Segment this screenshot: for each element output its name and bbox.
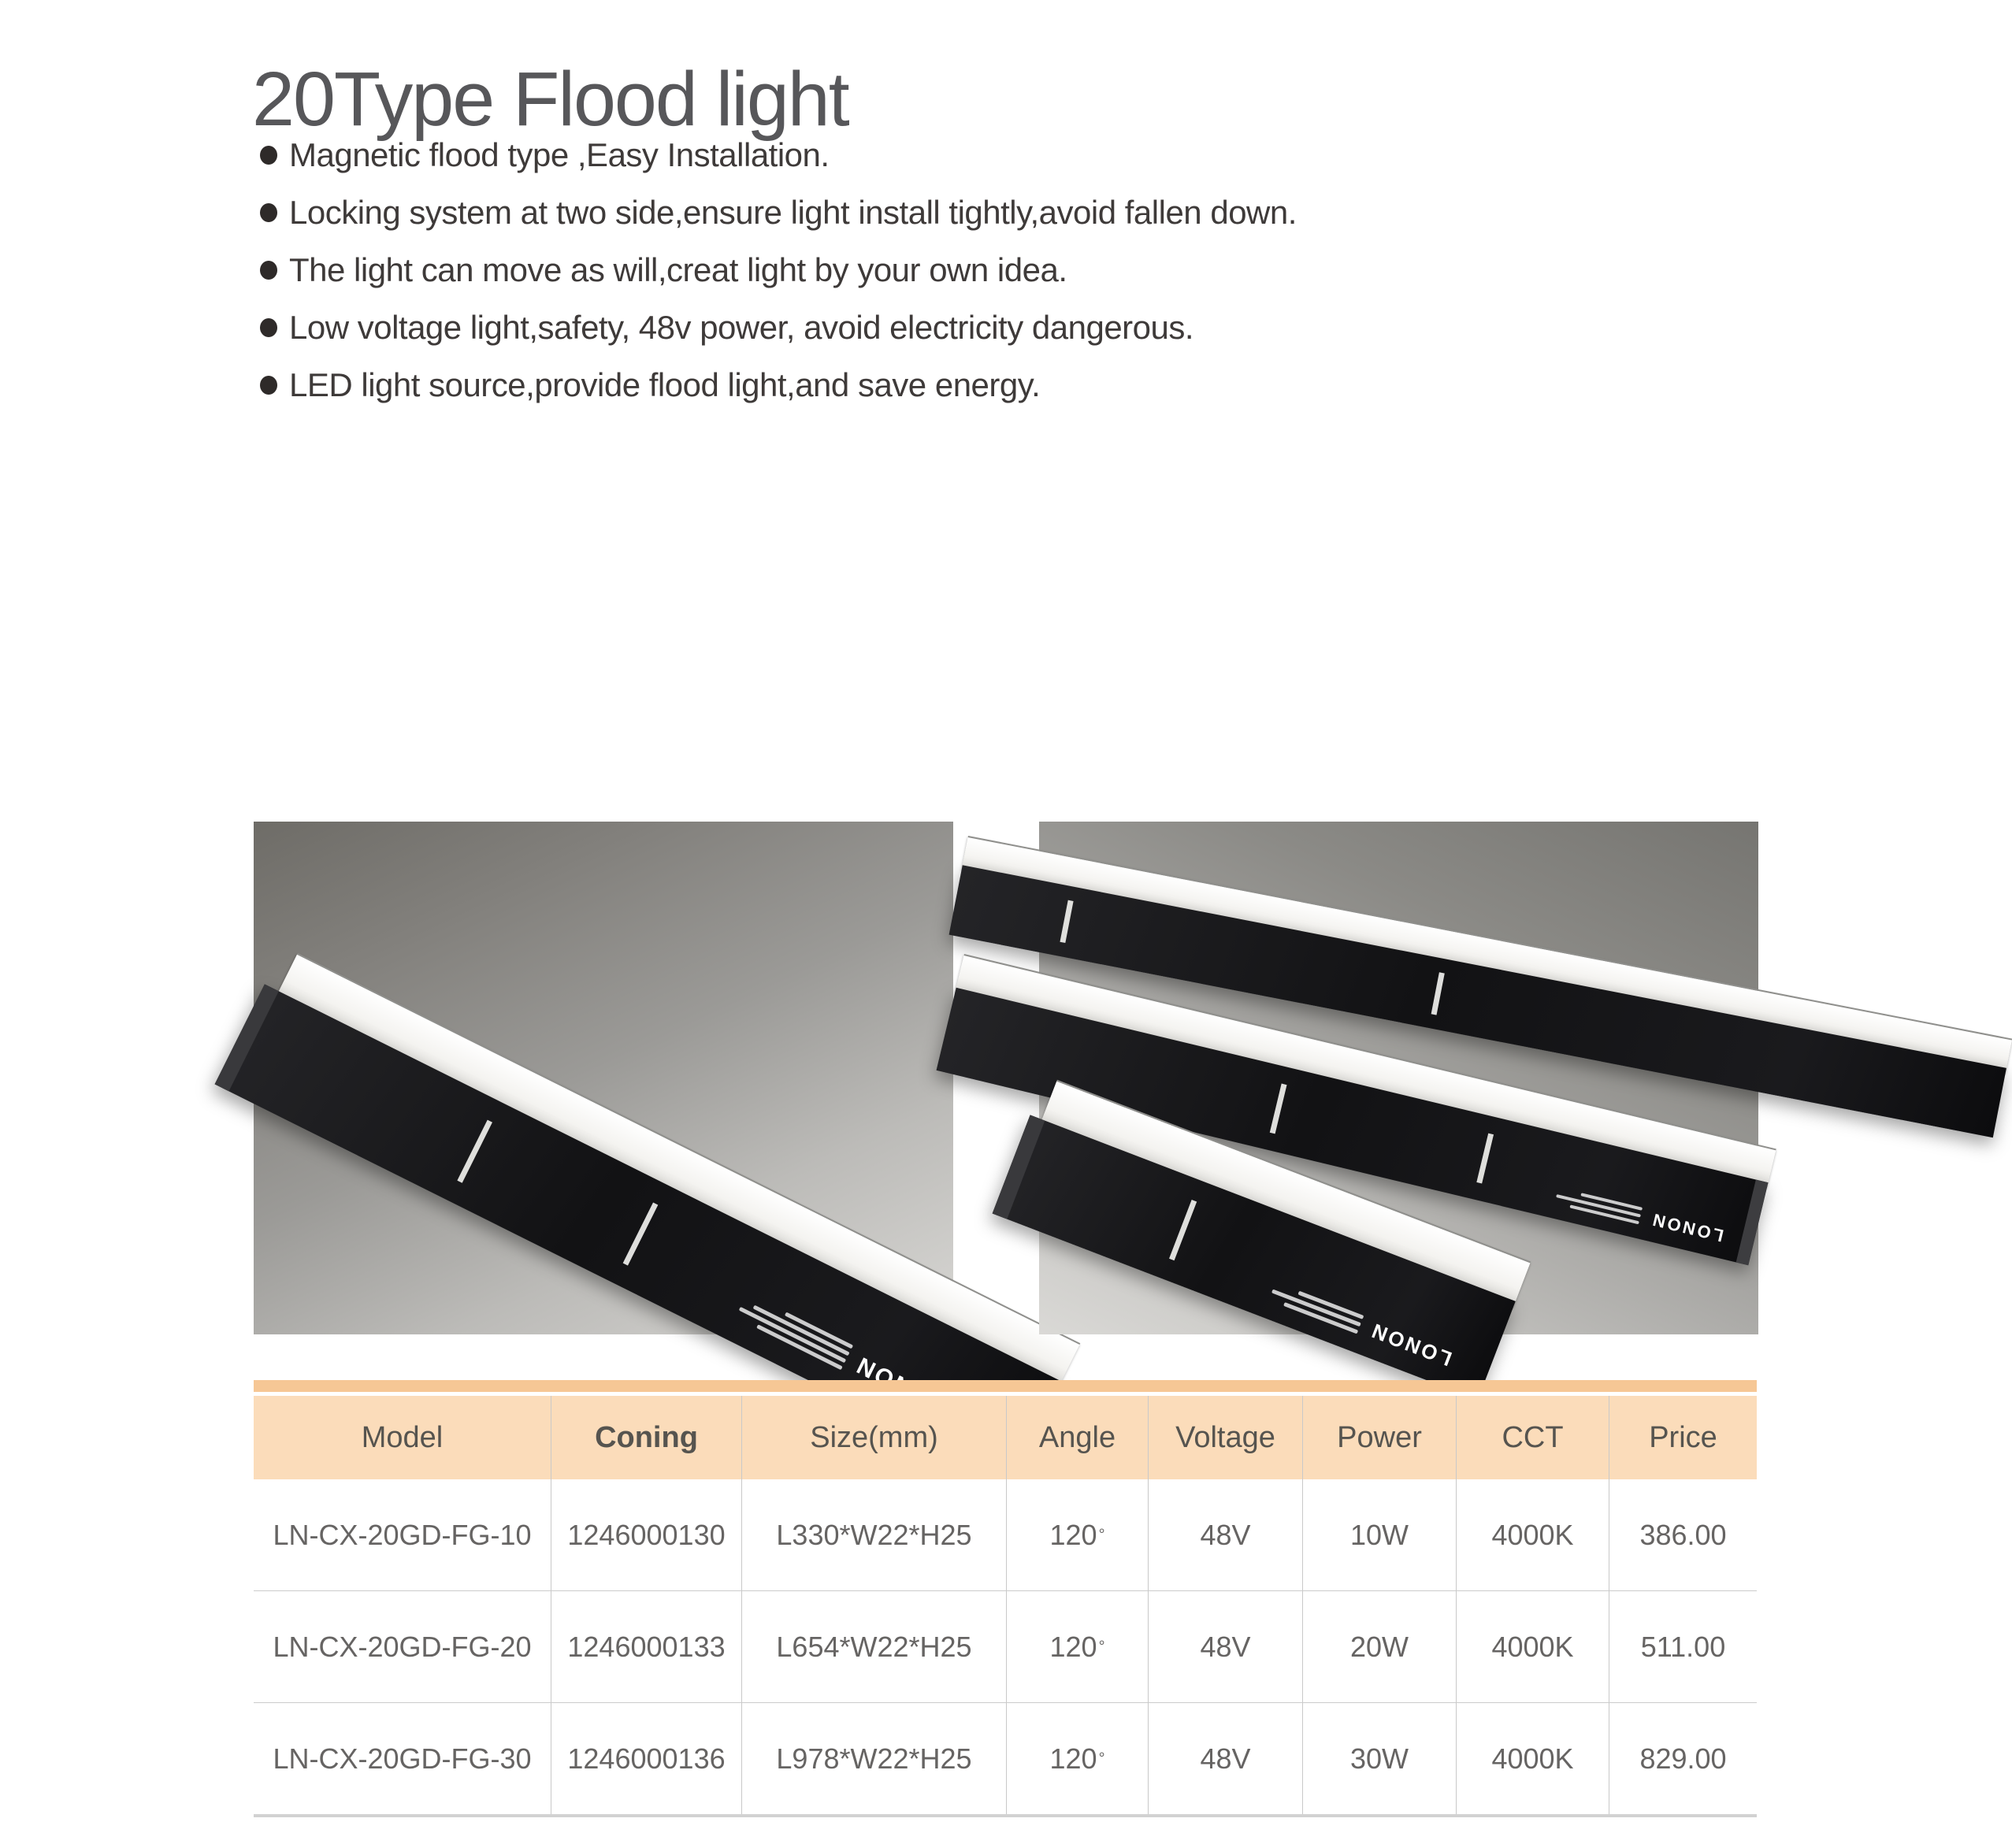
cell-voltage: 48V (1149, 1703, 1303, 1814)
cell-cct: 4000K (1457, 1479, 1609, 1590)
angle-value: 120 (1049, 1630, 1097, 1663)
table-row (254, 1479, 1757, 1590)
header-angle: Angle (1007, 1396, 1149, 1479)
mount-slot (1270, 1083, 1287, 1134)
list-item (260, 126, 1297, 184)
feature-list (260, 126, 1297, 414)
list-item (260, 356, 1297, 414)
mount-slot (1060, 900, 1073, 943)
product-label (1554, 1187, 1725, 1244)
bullet-icon (260, 318, 277, 337)
mount-slot (1169, 1200, 1197, 1261)
degree-symbol: ° (1098, 1638, 1105, 1655)
product-label-microtext (1554, 1187, 1642, 1224)
cell-model: LN-CX-20GD-FG-20 (254, 1591, 551, 1702)
cell-angle (1007, 1591, 1149, 1702)
mount-slot (458, 1120, 492, 1182)
product-label-microtext (735, 1293, 853, 1370)
cell-coning: 1246000136 (551, 1703, 742, 1814)
product-photo-single-light (254, 822, 953, 1334)
cell-power: 10W (1303, 1479, 1457, 1590)
cell-size: L978*W22*H25 (742, 1703, 1007, 1814)
angle-value: 120 (1049, 1518, 1097, 1551)
list-item (260, 241, 1297, 299)
table-row (254, 1702, 1757, 1814)
bullet-icon (260, 376, 277, 395)
cell-coning: 1246000133 (551, 1591, 742, 1702)
cell-power: 20W (1303, 1591, 1457, 1702)
table-accent-strip (254, 1380, 1757, 1392)
feature-text: LED light source,provide flood light,and save energy. (289, 366, 1041, 403)
feature-text: Locking system at two side,ensure light install tightly,avoid fallen down. (289, 193, 1297, 231)
cell-size: L654*W22*H25 (742, 1591, 1007, 1702)
header-size: Size(mm) (742, 1396, 1007, 1479)
mount-slot (623, 1203, 658, 1265)
end-cap (215, 984, 279, 1091)
header-cct: CCT (1457, 1396, 1609, 1479)
product-label (1268, 1282, 1454, 1369)
cell-model: LN-CX-20GD-FG-30 (254, 1703, 551, 1814)
feature-text: Magnetic flood type ,Easy Installation. (289, 135, 830, 173)
brand-logo-text: LONON (1648, 1208, 1725, 1246)
table-body (254, 1479, 1757, 1817)
cell-model: LN-CX-20GD-FG-10 (254, 1479, 551, 1590)
cell-price: 511.00 (1640, 1630, 1726, 1663)
product-photo-three-lights (1039, 822, 1758, 1371)
bullet-icon (260, 203, 277, 222)
product-label-microtext (1268, 1282, 1364, 1334)
cell-size: L330*W22*H25 (742, 1479, 1007, 1590)
list-item (260, 299, 1297, 356)
spec-table (254, 1380, 1757, 1817)
list-item (260, 184, 1297, 241)
end-cap (993, 1115, 1045, 1219)
bullet-icon (260, 146, 277, 165)
cell-cct: 4000K (1457, 1591, 1609, 1702)
cell-price: 829.00 (1639, 1742, 1727, 1775)
angle-value: 120 (1049, 1742, 1097, 1775)
header-power: Power (1303, 1396, 1457, 1479)
cell-angle (1007, 1479, 1149, 1590)
mount-slot (1476, 1133, 1494, 1184)
cell-voltage: 48V (1149, 1479, 1303, 1590)
cell-power: 30W (1303, 1703, 1457, 1814)
cell-voltage: 48V (1149, 1591, 1303, 1702)
header-voltage: Voltage (1149, 1396, 1303, 1479)
header-coning: Coning (551, 1396, 742, 1479)
table-row (254, 1590, 1757, 1702)
header-price: Price (1649, 1420, 1717, 1454)
table-header-row (254, 1396, 1757, 1479)
mount-slot (1431, 972, 1445, 1015)
cell-coning: 1246000130 (551, 1479, 742, 1590)
cell-angle (1007, 1703, 1149, 1814)
cell-cct: 4000K (1457, 1703, 1609, 1814)
cell-price: 386.00 (1639, 1518, 1727, 1551)
page-title: 20Type Flood light (252, 55, 848, 142)
end-cap (1736, 1180, 1769, 1266)
header-model: Model (254, 1396, 551, 1479)
feature-text: Low voltage light,safety, 48v power, avoid electricity dangerous. (289, 308, 1194, 346)
degree-symbol: ° (1098, 1750, 1105, 1767)
feature-text: The light can move as will,creat light by your own idea. (289, 250, 1067, 288)
degree-symbol: ° (1098, 1526, 1105, 1543)
brand-logo-text: LONON (1366, 1318, 1456, 1371)
bullet-icon (260, 261, 277, 280)
